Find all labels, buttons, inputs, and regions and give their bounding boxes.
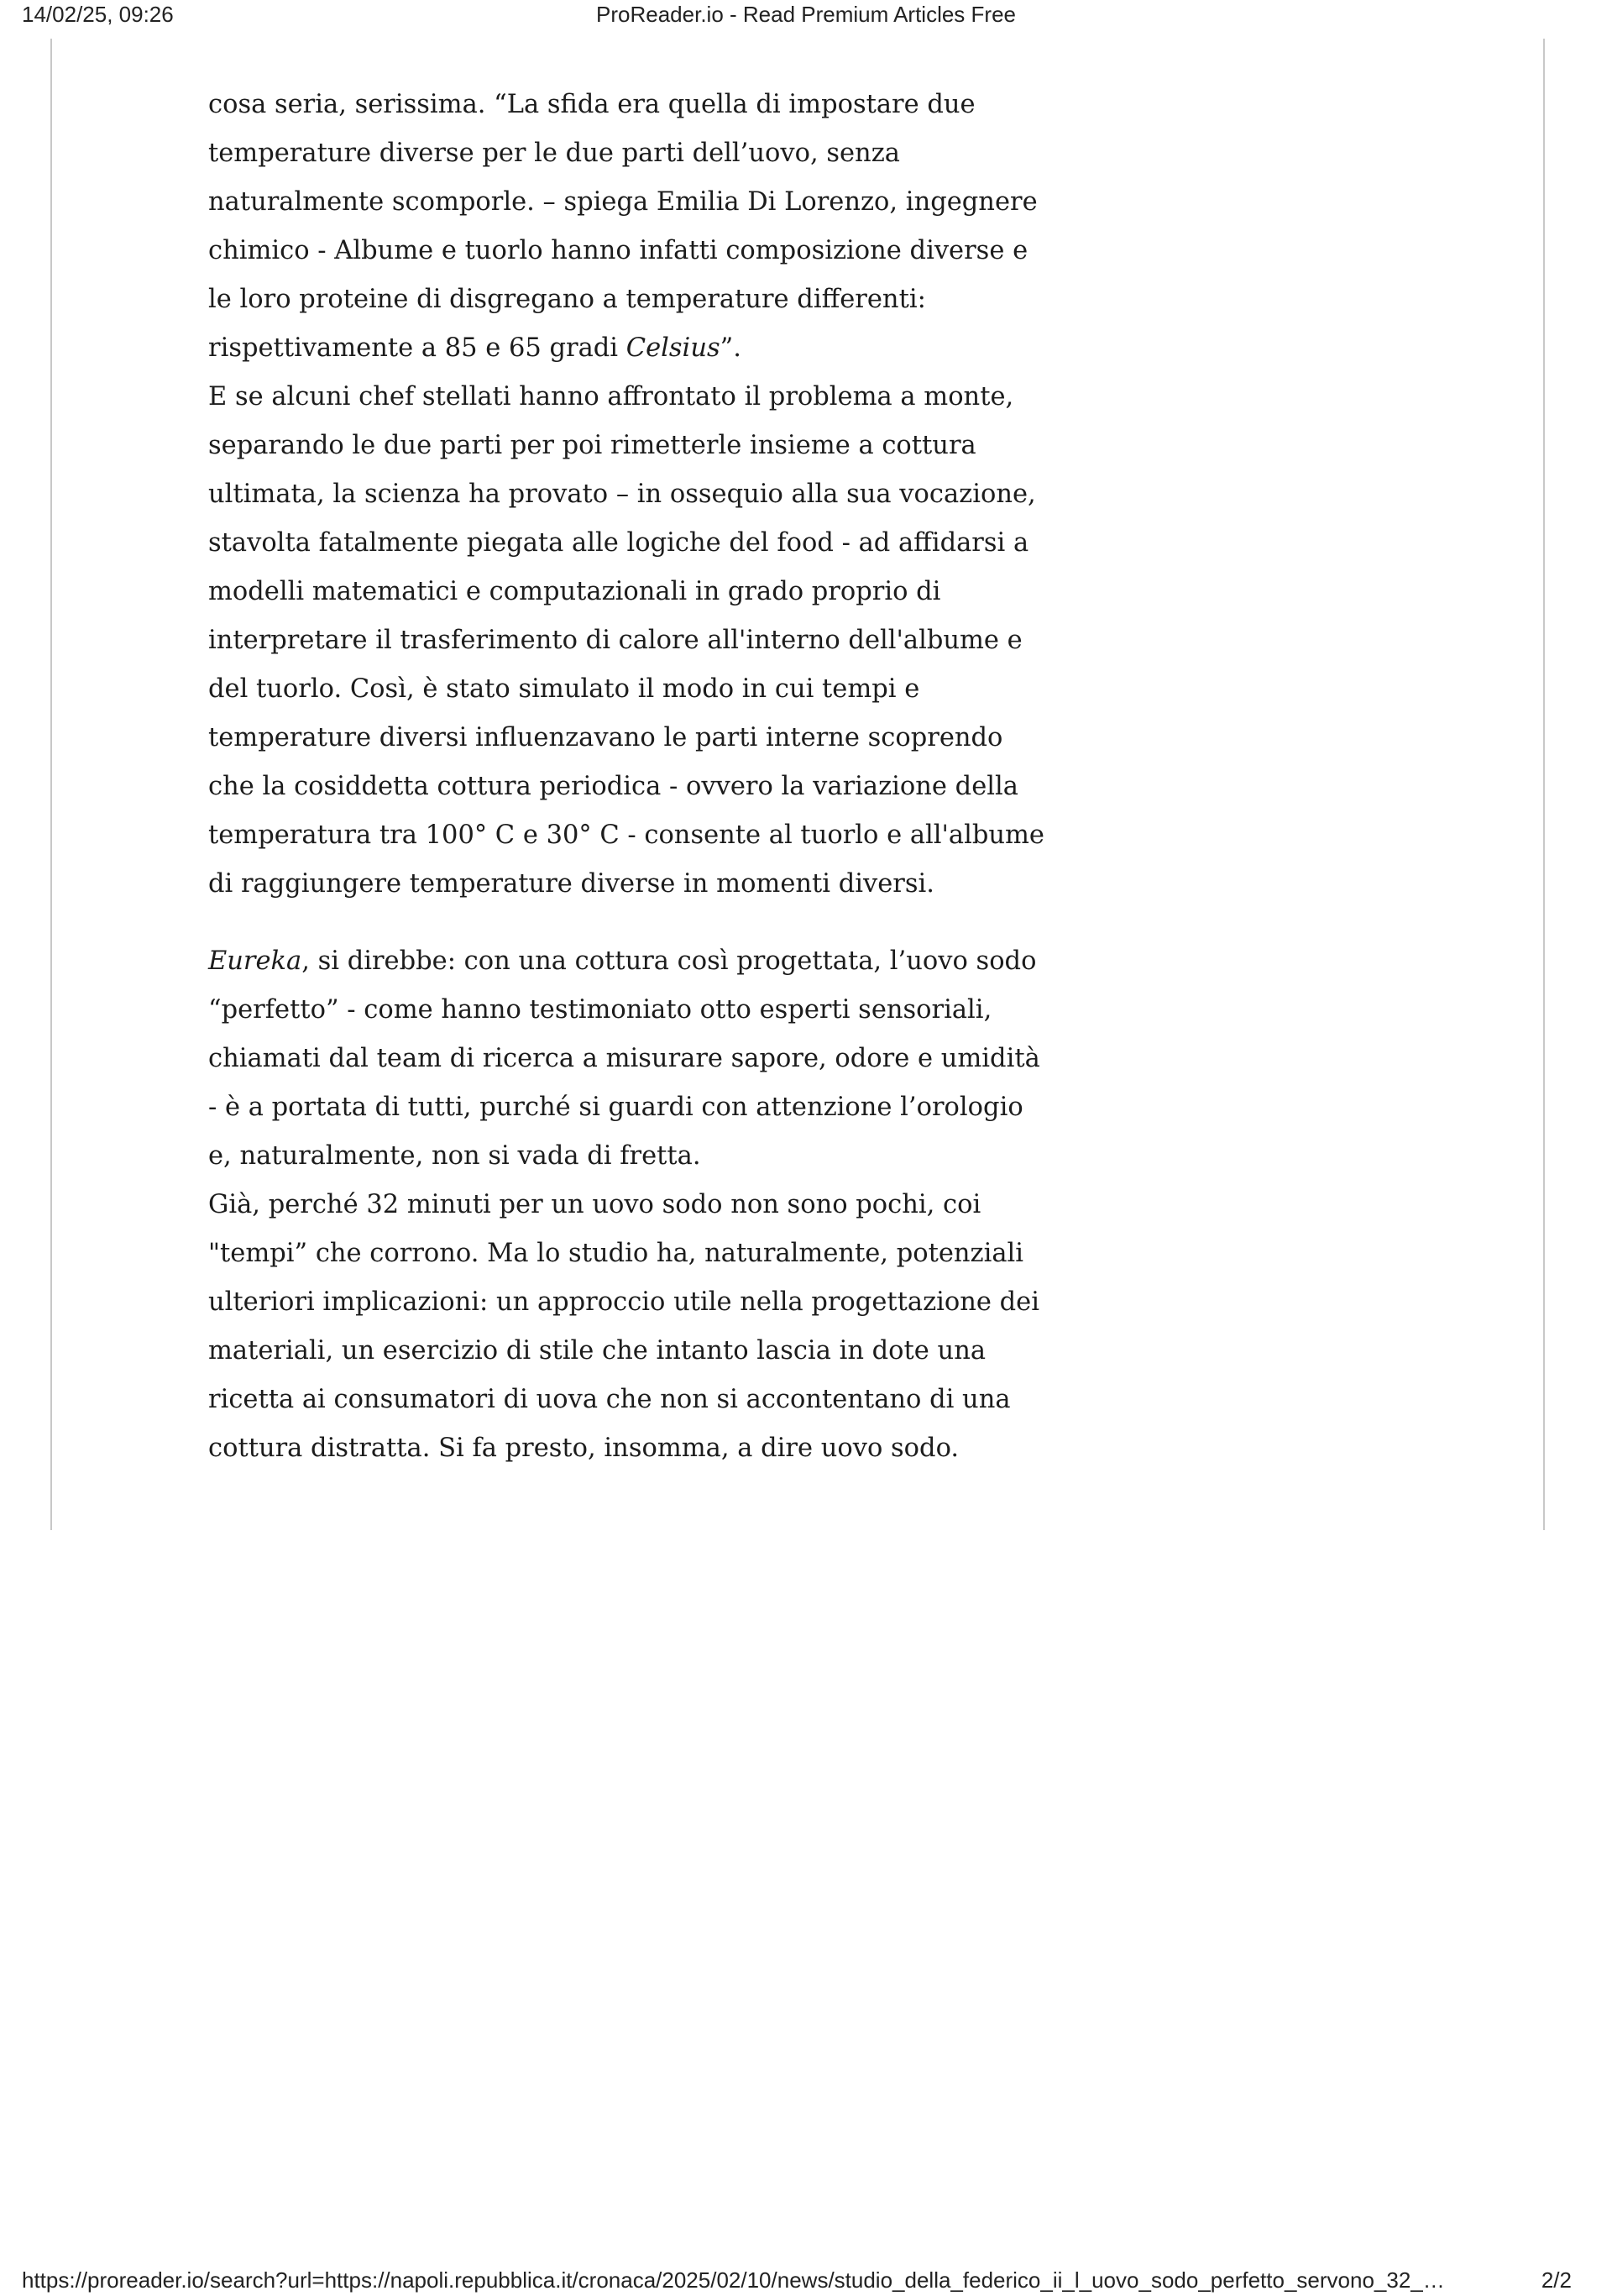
print-footer-page-number: 2/2 xyxy=(1541,2267,1572,2293)
print-header-datetime: 14/02/25, 09:26 xyxy=(22,2,174,27)
article-paragraph-4: Già, perché 32 minuti per un uovo sodo non sono pochi, coi "tempi” che corrono. Ma lo studio ha, naturalmente, potenziali ulteriori implicazioni: un approccio utile nella progettazione dei materiali, un esercizio di stile che intanto lascia in dote una ricetta ai consumatori di uova che non si accontentano di una cottura distratta. Si fa presto, insomma, a dire uovo sodo. xyxy=(208,1190,1039,1463)
p1-italic: Celsius xyxy=(625,333,720,363)
p1-text-b: ”. xyxy=(720,333,741,363)
print-footer-url: https://proreader.io/search?url=https://napoli.repubblica.it/cronaca/2025/02/10/news/studio_della_federico_ii_l_uovo_sodo_perfetto_servono_32_… xyxy=(22,2267,1445,2293)
paragraph-gap xyxy=(208,909,1048,937)
article-paragraph-3 xyxy=(208,937,1048,1181)
p3-text: , si direbbe: con una cottura così progettata, l’uovo sodo “perfetto” - come hanno testimoniato otto esperti sensoriali, chiamati dal team di ricerca a misurare sapore, odore e umidità - è a portata di tutti, purché si guardi con attenzione l’orologio e, naturalmente, non si vada di fretta. xyxy=(208,946,1040,1171)
print-footer xyxy=(0,2267,1612,2296)
article-paragraph-2: E se alcuni chef stellati hanno affrontato il problema a monte, separando le due parti per poi rimetterle insieme a cottura ultimata, la scienza ha provato – in ossequio alla sua vocazione, stavolta fatalmente piegata alle logiche del food - ad affidarsi a modelli matematici e computazionali in grado proprio di interpretare il trasferimento di calore all'interno dell'albume e del tuorlo. Così, è stato simulato il modo in cui tempi e temperature diversi influenzavano le parti interne scoprendo che la cosiddetta cottura periodica - ovvero la variazione della temperatura tra 100° C e 30° C - consente al tuorlo e all'albume di raggiungere temperature diverse in momenti diversi. xyxy=(208,382,1044,899)
print-header-title: ProReader.io - Read Premium Articles Free xyxy=(596,2,1016,27)
article-body xyxy=(208,81,1048,1473)
p3-italic: Eureka xyxy=(208,946,302,976)
print-header xyxy=(0,2,1612,30)
p1-text-a: cosa seria, serissima. “La sfida era quella di impostare due temperature diverse per le due parti dell’uovo, senza naturalmente scomporle. – spiega Emilia Di Lorenzo, ingegnere chimico - Albume e tuorlo hanno infatti composizione diverse e le loro proteine di disgregano a temperature differenti: rispettivamente a 85 e 65 gradi xyxy=(208,90,1038,363)
article-paragraph-1 xyxy=(208,81,1048,373)
